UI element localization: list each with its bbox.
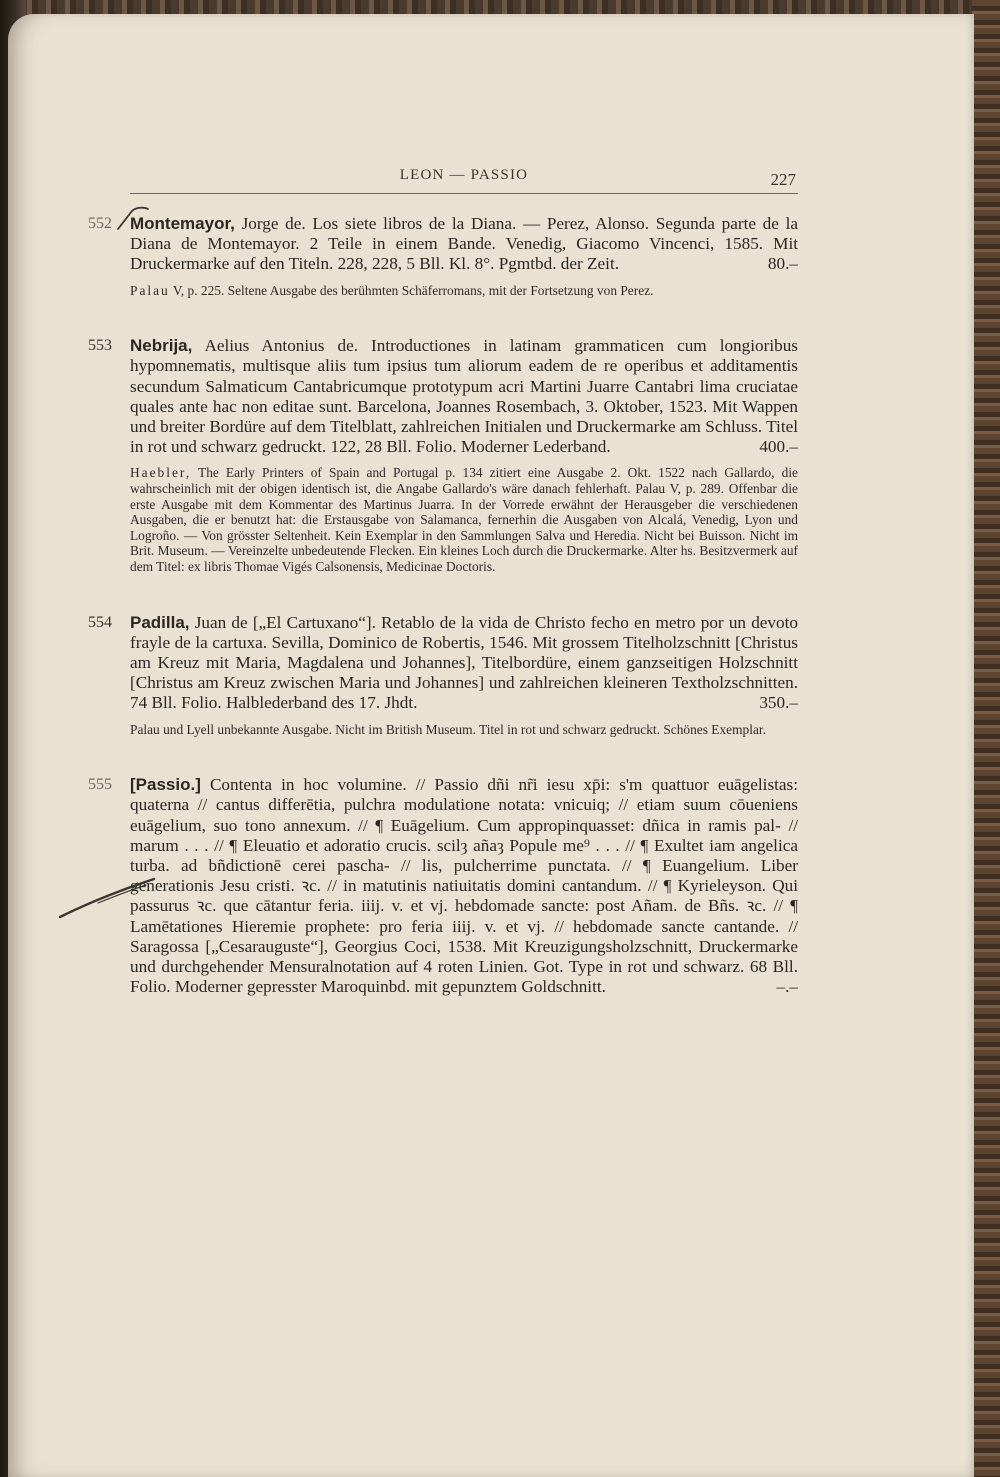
entry-number: 552 [88, 215, 112, 232]
entry-price: –.– [776, 977, 798, 997]
entry-note [130, 465, 798, 574]
entry-number: 554 [88, 613, 112, 631]
entry-headword: Nebrija, [130, 336, 193, 356]
entry-text: Juan de [„El Cartuxano“]. Retablo de la vida de Christo fecho en metro por un devoto frayle de la cartuxa. Sevilla, Dominico de Robertis, 1546. Mit grossem Titelholzschnitt [Christus am Kreuz mit Maria, Magdalena und Johannes], Titelbordüre, einem ganzseitigen Holzschnitt [Christus am Kreuz zwischen Maria und Johannes] und zahlreichen kleineren Textholzschnitten. 74 Bll. Folio. Halblederband des 17. Jhdt. [130, 612, 798, 713]
page-content [88, 165, 798, 997]
catalog-entry-553 [88, 336, 798, 574]
catalog-entry-554 [88, 612, 798, 738]
entry-note [130, 283, 798, 299]
entry-price: 350.– [759, 693, 798, 713]
entry-headword: Padilla, [130, 612, 190, 632]
catalog-entry-555 [88, 775, 798, 997]
entry-description [130, 613, 798, 714]
catalog-entry-552 [88, 214, 798, 298]
entry-text: Contenta in hoc volumine. // Passio dñi nr̃i iesu xp̄i: s'm quattuor euāgelistas: quaterna // cantus differētia, pulchra modulatione notata: vnicuiq; // etiam suum cōueniens euāgelium, suo tono annexum. // ¶ Euāgelium. Cum appropinquasset: dñica in ramis pal- // marum . . . // ¶ Eleuatio et adoratio crucis. scilȝ añaȝ Popule me⁹ . . . // ¶ Exultet iam angelica turba. ad bñdictionē cerei pascha- // lis, pulcherrime punctata. // ¶ Euangelium. Liber generationis Jesu cristi. ꝛc. // in matutinis natiuitatis domini cantandum. // ¶ Kyrieleyson. Qui passurus ꝛc. que cātantur feria. iiij. v. et vj. hebdomade sancte: post Añam. de Bñs. ꝛc. // ¶ Lamētationes Hieremie prophete: pro feria iiij. v. et vj. // hebdomade sancte cantande. // Saragossa [„Cesarauguste“], Georgius Coci, 1538. Mit Kreuzigungsholzschnitt, Druckermarke und durchgehender Mensuralnotation auf 4 roten Linien. Got. Type in rot und schwarz. 68 Bll. Folio. Moderner gepresster Maroquinbd. mit gepunztem Goldschnitt. [130, 775, 798, 997]
entry-description [130, 336, 798, 457]
note-author: Haebler, [130, 465, 192, 481]
running-head: LEON — PASSIO [399, 167, 529, 183]
book-page-edges [972, 0, 1000, 1477]
entry-note [130, 722, 798, 738]
note-text: The Early Printers of Spain and Portugal p. 134 zitiert eine Ausgabe 2. Okt. 1522 nach Gallardo, die wahrscheinlich mit der obigen identisch ist, die Angabe Gallardo's wäre danach fehlerhaft. Palau V, p. 289. Offenbar die erste Ausgabe mit dem Kommentar des Martinus Juarra. In der Vorrede erwähnt der Herausgeber die verschiedenen Ausgaben, die er benutzt hat: die Erstausgabe von Salamanca, fernerhin die Ausgaben von Alcalá, Venedig, Lyon und Logroño. — Von grösster Seltenheit. Kein Exemplar in den Sammlungen Salva und Heredia. Nicht bei Buisson. Nicht im Brit. Museum. — Vereinzelte unbedeutende Flecken. Ein kleines Loch durch die Druckermarke. Alter hs. Besitzvermerk auf dem Titel: ex libris Thomae Vigés Calsonensis, Medicinae Doctoris. [130, 465, 798, 574]
page-header [130, 165, 798, 194]
entry-price: 400.– [759, 437, 798, 457]
pencil-check-mark [116, 205, 150, 231]
note-text: Palau und Lyell unbekannte Ausgabe. Nicht im British Museum. Titel in rot und schwarz gedruckt. Schönes Exemplar. [130, 721, 766, 737]
note-text: V, p. 225. Seltene Ausgabe des berühmten Schäferromans, mit der Fortsetzung von Perez. [172, 282, 654, 298]
note-author: Palau [130, 282, 170, 298]
entry-number: 553 [88, 337, 112, 355]
entry-description [130, 775, 798, 997]
entry-number: 555 [88, 776, 112, 794]
page-number: 227 [770, 170, 796, 189]
entry-text: Aelius Antonius de. Introductiones in latinam grammaticen cum longioribus hypomnematis, multisque aliis tum ipsius tum aliorum eadem de re operibus et additamentis secundum Salmaticum Cantabricumque prototypum acri Martini Juarre Cantabri lima cruciatae quales ante hac non editae sunt. Barcelona, Joannes Rosembach, 3. Oktober, 1523. Mit Wappen und breiter Bordüre auf dem Titelblatt, zahlreichen Initialen und Druckermarke am Schluss. Titel in rot und schwarz gedruckt. 122, 28 Bll. Folio. Moderner Lederband. [130, 336, 798, 457]
entry-text: Jorge de. Los siete libros de la Diana. — Perez, Alonso. Segunda parte de la Diana de Montemayor. 2 Teile in einem Bande. Venedig, Giacomo Vincenci, 1585. Mit Druckermarke auf den Titeln. 228, 228, 5 Bll. Kl. 8°. Pgmtbd. der Zeit. [130, 214, 798, 274]
entry-headword: [Passio.] [130, 775, 201, 795]
entry-price: 80.– [767, 254, 798, 274]
entry-description [130, 214, 798, 275]
entry-headword: Montemayor, [130, 214, 235, 233]
pencil-strike-mark [58, 873, 158, 923]
